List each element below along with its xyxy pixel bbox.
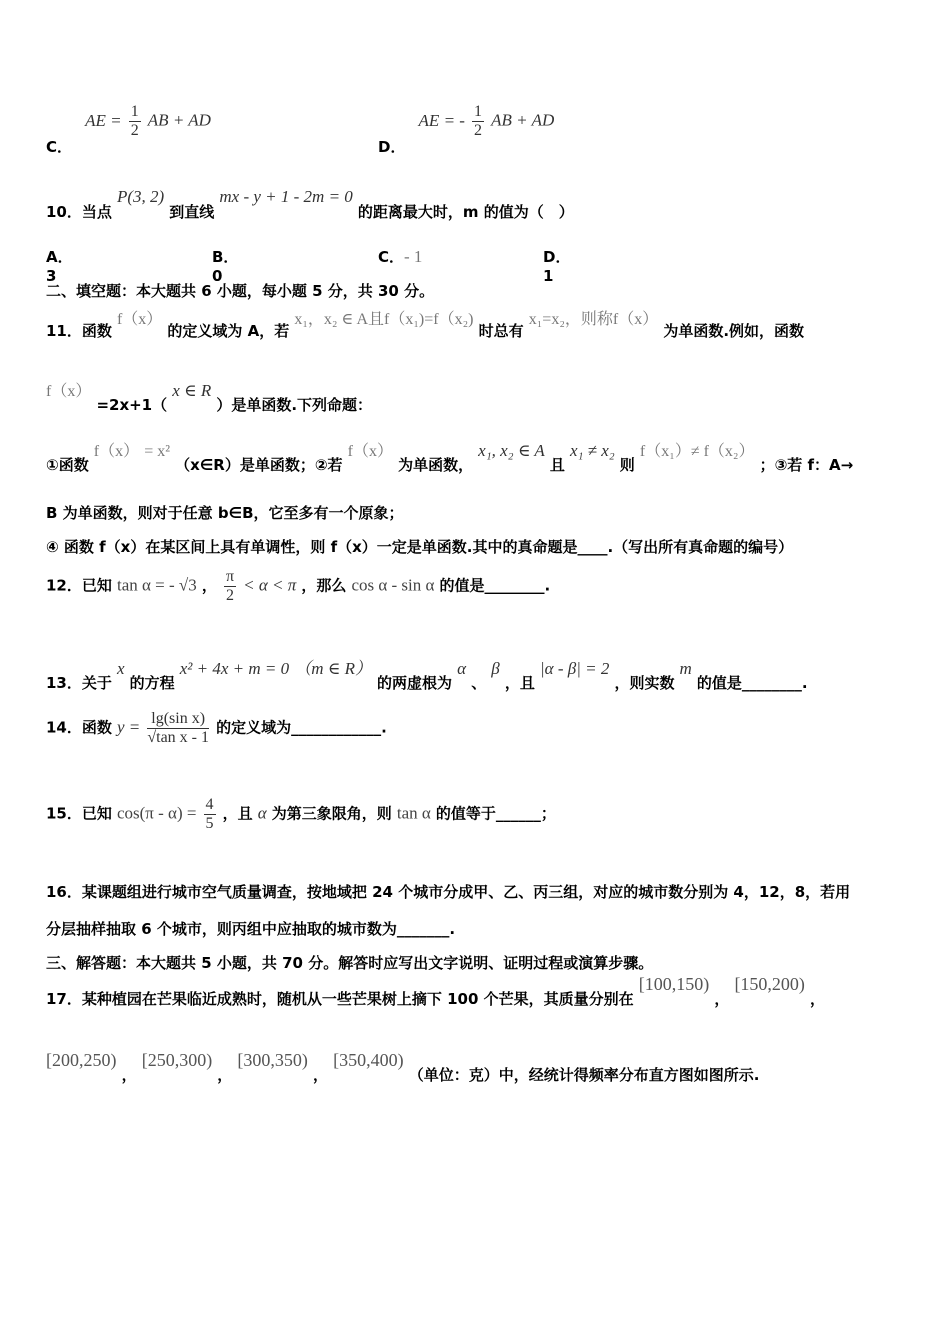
question-11-line2 bbox=[46, 378, 373, 414]
q11-condition2: x₁=x₂，则称f（x） bbox=[528, 311, 659, 328]
q17-sep-1: ， bbox=[714, 990, 730, 1008]
option-d bbox=[378, 103, 555, 156]
q11-example-fx: f（x） bbox=[46, 383, 92, 400]
q11-text2: 时总有 bbox=[478, 322, 524, 340]
q13-text4: ，则实数 bbox=[614, 674, 675, 692]
q13-equation: x² + 4x + m = 0 bbox=[179, 659, 290, 678]
q11-line4: B 为单函数，则对于任意 b∈B，它至多有一个原象； bbox=[46, 504, 404, 522]
q11-p2-ne: x₁ ≠ x₂ bbox=[569, 441, 615, 460]
q11-text3: 为单函数.例如，函数 bbox=[663, 322, 805, 340]
q13-beta: β bbox=[491, 659, 500, 678]
q10-option-c-value: - 1 bbox=[404, 247, 423, 266]
q15-fraction bbox=[204, 796, 216, 832]
q17-sep-3: ， bbox=[121, 1066, 137, 1084]
q17-range-1: [100,150) bbox=[638, 974, 710, 994]
section-3-heading: 三、解答题：本大题共 5 小题，共 70 分。解答时应写出文字说明、证明过程或演算步骤。 bbox=[46, 954, 654, 972]
q14-numerator: lg(sin x) bbox=[147, 710, 209, 729]
q17-range-3: [200,250) bbox=[46, 1050, 117, 1070]
q15-prefix: 15．已知 bbox=[46, 804, 112, 823]
q10-option-c bbox=[378, 246, 422, 267]
q13-alpha: α bbox=[457, 659, 467, 678]
q11-p2c: 则 bbox=[619, 456, 635, 474]
option-c bbox=[46, 103, 211, 156]
q13-x: x bbox=[116, 659, 125, 678]
q16-line1: 16．某课题组进行城市空气质量调查，按地域把 24 个城市分成甲、乙、丙三组，对应的城市数分别为 4，12，8，若用 bbox=[46, 883, 851, 901]
question-17-line1 bbox=[46, 974, 826, 1008]
q10-option-c-label: C． bbox=[378, 248, 405, 266]
q11-example-rest: =2x+1（ bbox=[96, 396, 168, 414]
q16-line2: 分层抽样抽取 6 个城市，则丙组中应抽取的城市数为_______. bbox=[46, 920, 456, 938]
q13-text2: 的两虚根为 bbox=[377, 674, 453, 692]
option-c-frac-den: 2 bbox=[130, 121, 139, 139]
q10-option-b: B．0 bbox=[212, 248, 239, 285]
option-d-label: D． bbox=[378, 137, 406, 156]
option-d-fraction bbox=[472, 103, 484, 139]
q11-p2-fx: f（x） bbox=[347, 443, 393, 460]
option-c-rhs: AB + AD bbox=[147, 110, 211, 130]
q11-p2b: 且 bbox=[549, 456, 565, 474]
q14-prefix: 14．函数 bbox=[46, 718, 112, 737]
q12-expression: cos α - sin α bbox=[351, 575, 435, 595]
question-12 bbox=[46, 568, 550, 604]
q12-inequality: < α < π bbox=[243, 575, 297, 595]
q14-suffix: 的定义域为____________. bbox=[216, 718, 387, 737]
option-c-fraction bbox=[129, 103, 141, 139]
q15-tan: tan α bbox=[396, 803, 431, 823]
q15-suffix: 的值等于______； bbox=[435, 804, 556, 823]
q12-tan: tan α = - √3 bbox=[116, 575, 197, 595]
q12-prefix: 12．已知 bbox=[46, 576, 112, 595]
q13-m: m bbox=[679, 659, 692, 678]
q10-suffix: 的距离最大时，m 的值为（ ） bbox=[357, 203, 574, 221]
q11-p1b: （x∈R）是单函数；②若 bbox=[175, 456, 343, 474]
q17-range-4: [250,300) bbox=[141, 1050, 213, 1070]
q13-suffix: 的值是________. bbox=[696, 674, 808, 692]
q15-alpha: α bbox=[257, 803, 267, 823]
q11-example-domain: x ∈ R bbox=[172, 381, 212, 400]
q11-p2a: 为单函数， bbox=[398, 456, 474, 474]
q17-sep-2: ， bbox=[810, 990, 826, 1008]
q12-suffix: 的值是________. bbox=[439, 576, 551, 595]
q17-range-5: [300,350) bbox=[237, 1050, 308, 1070]
q15-expression: cos(π - α) = bbox=[116, 803, 197, 823]
q10-point: P(3, 2) bbox=[116, 187, 165, 206]
option-d-rhs: AB + AD bbox=[491, 110, 555, 130]
q11-p1a: ①函数 bbox=[46, 456, 89, 474]
option-c-lhs: AE = bbox=[85, 110, 122, 130]
q12-sep: ， bbox=[201, 576, 217, 595]
q10-prefix: 10．当点 bbox=[46, 203, 112, 221]
q13-prefix: 13．关于 bbox=[46, 674, 112, 692]
q11-p1-eq: = x² bbox=[144, 443, 171, 460]
q15-text2: 为第三象限角，则 bbox=[271, 804, 392, 823]
q11-p2-condition: x₁, x₂ ∈ A bbox=[478, 441, 545, 460]
question-14 bbox=[46, 710, 387, 746]
q17-range-6: [350,400) bbox=[333, 1050, 404, 1070]
question-11-line1 bbox=[46, 306, 805, 340]
q17-range-2: [150,200) bbox=[734, 974, 805, 994]
q11-prefix: 11．函数 bbox=[46, 322, 112, 340]
option-c-frac-num: 1 bbox=[130, 103, 139, 120]
question-10 bbox=[46, 186, 574, 221]
q12-fraction bbox=[224, 568, 236, 604]
q15-frac-num: 4 bbox=[205, 796, 214, 813]
q13-text1: 的方程 bbox=[129, 674, 175, 692]
question-15 bbox=[46, 796, 556, 832]
option-d-lhs: AE = - bbox=[418, 110, 465, 130]
q14-lhs: y = bbox=[116, 717, 141, 737]
q13-text3: ，且 bbox=[504, 674, 535, 692]
question-11-line3 bbox=[46, 438, 854, 474]
q11-text1: 的定义域为 A，若 bbox=[167, 322, 290, 340]
q14-fraction bbox=[147, 710, 209, 746]
q11-example-end: ）是单函数.下列命题： bbox=[216, 396, 373, 414]
option-d-frac-den: 2 bbox=[474, 121, 483, 139]
q17-sep-5: ， bbox=[313, 1066, 329, 1084]
q13-domain: （m ∈ R） bbox=[294, 659, 372, 678]
question-17-line2 bbox=[46, 1050, 760, 1084]
q13-comma: 、 bbox=[471, 674, 487, 692]
q17-sep-4: ， bbox=[217, 1066, 233, 1084]
q10-line-eq: mx - y + 1 - 2m = 0 bbox=[219, 187, 353, 206]
q11-p1-fx: f（x） bbox=[93, 443, 140, 460]
q12-frac-num: π bbox=[225, 568, 235, 585]
q15-frac-den: 5 bbox=[205, 814, 214, 832]
q15-mid: ，且 bbox=[222, 804, 253, 823]
option-c-label: C． bbox=[46, 137, 73, 156]
option-d-frac-num: 1 bbox=[474, 103, 483, 120]
section-2-heading: 二、填空题：本大题共 6 小题，每小题 5 分，共 30 分。 bbox=[46, 282, 435, 300]
q11-p2-result: f（x₁）≠ f（x₂） bbox=[639, 443, 755, 460]
q14-denominator: √tan x - 1 bbox=[147, 728, 209, 746]
q17-suffix: （单位：克）中，经统计得频率分布直方图如图所示. bbox=[408, 1066, 760, 1084]
q17-prefix: 17．某种植园在芒果临近成熟时，随机从一些芒果树上摘下 100 个芒果，其质量分别在 bbox=[46, 990, 634, 1008]
q11-condition: x₁，x₂ ∈ A且f（x₁)=f（x₂) bbox=[294, 311, 474, 328]
q10-option-d: D．1 bbox=[543, 248, 571, 285]
q13-abs: |α - β| = 2 bbox=[539, 659, 610, 678]
q12-mid: ，那么 bbox=[301, 576, 347, 595]
q10-mid: 到直线 bbox=[169, 203, 215, 221]
q11-fx: f（x） bbox=[116, 311, 163, 328]
question-13 bbox=[46, 654, 808, 692]
q12-frac-den: 2 bbox=[225, 586, 234, 604]
q10-option-a: A．3 bbox=[46, 248, 73, 285]
q11-line5: ④ 函数 f（x）在某区间上具有单调性，则 f（x）一定是单函数.其中的真命题是____.（写出所有真命题的编号） bbox=[46, 538, 794, 556]
q11-p3: ；③若 f：A→ bbox=[759, 456, 854, 474]
